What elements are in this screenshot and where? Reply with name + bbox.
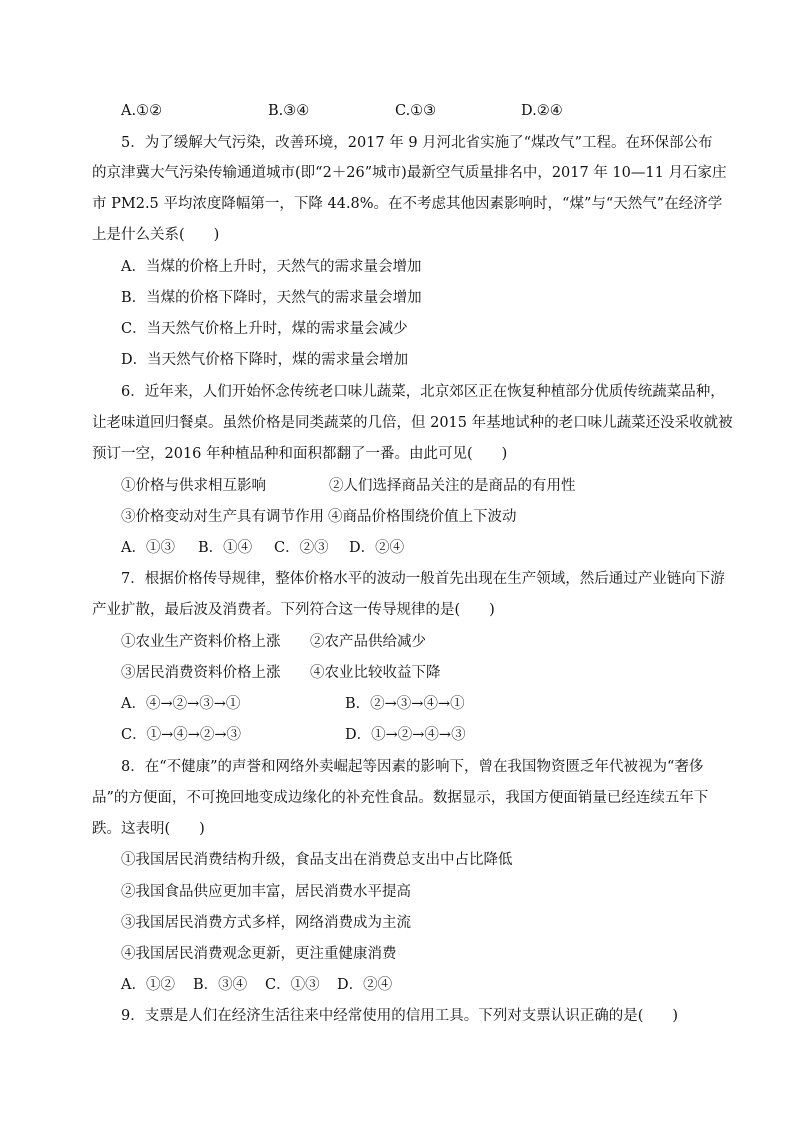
top-option-a: A.①② xyxy=(121,103,163,119)
q8-stem-line: 跌。这表明( ) xyxy=(92,821,205,837)
q7-option-b: B．②→③→④→① xyxy=(345,696,465,712)
q5-option-a: A．当煤的价格上升时，天然气的需求量会增加 xyxy=(121,259,422,275)
q6-item-4: ④商品价格围绕价值上下波动 xyxy=(328,509,517,525)
q8-stem-line: 8．在“不健康”的声誉和网络外卖崛起等因素的影响下，曾在我国物资匮乏年代被视为“奢侈 xyxy=(121,759,704,775)
q8-item-1: ①我国居民消费结构升级，食品支出在消费总支出中占比降低 xyxy=(121,852,513,868)
q7-stem-line: 产业扩散，最后波及消费者。下列符合这一传导规律的是( ) xyxy=(92,602,495,618)
q5-option-c: C．当天然气价格上升时，煤的需求量会减少 xyxy=(121,321,408,337)
q6-stem-line: 让老味道回归餐桌。虽然价格是同类蔬菜的几倍，但 2015 年基地试种的老口味儿蔬菜还没采收就被 xyxy=(92,415,733,431)
q5-option-b: B．当煤的价格下降时，天然气的需求量会增加 xyxy=(121,290,422,306)
q6-option-b: B．①④ xyxy=(198,540,253,556)
q6-option-a: A．①③ xyxy=(121,540,175,556)
q8-item-2: ②我国食品供应更加丰富，居民消费水平提高 xyxy=(121,884,411,900)
top-option-c: C.①③ xyxy=(395,103,437,119)
q5-stem-line: 的京津冀大气污染传输通道城市(即“2＋26”城市)最新空气质量排名中，2017 年 10—11 月石家庄 xyxy=(92,165,727,181)
q7-item-1: ①农业生产资料价格上涨 xyxy=(121,634,281,650)
q7-option-d: D．①→②→④→③ xyxy=(345,727,466,743)
q5-stem-line: 上是什么关系( ) xyxy=(92,227,220,243)
q7-stem-line: 7．根据价格传导规律，整体价格水平的波动一般首先出现在生产领域，然后通过产业链向下游 xyxy=(121,571,725,587)
q8-stem-line: 品”的方便面，不可挽回地变成边缘化的补充性食品。数据显示，我国方便面销量已经连续五年下 xyxy=(92,790,709,806)
q6-item-3: ③价格变动对生产具有调节作用 xyxy=(121,509,324,525)
q6-option-d: D．②④ xyxy=(349,540,405,556)
q8-option-b: B．③④ xyxy=(193,977,248,993)
top-option-d: D.②④ xyxy=(521,103,563,119)
q5-stem-line: 市 PM2.5 平均浓度降幅第一，下降 44.8%。在不考虑其他因素影响时，“煤”与“天然气”在经济学 xyxy=(92,196,723,212)
q7-option-a: A．④→②→③→① xyxy=(121,696,241,712)
q6-option-c: C．②③ xyxy=(274,540,329,556)
q8-option-c: C．①③ xyxy=(265,977,320,993)
q5-option-d: D．当天然气价格下降时，煤的需求量会增加 xyxy=(121,352,409,368)
q7-item-2: ②农产品供给减少 xyxy=(310,634,426,650)
q8-item-3: ③我国居民消费方式多样，网络消费成为主流 xyxy=(121,915,411,931)
q6-item-1: ①价格与供求相互影响 xyxy=(121,478,266,494)
q8-option-d: D．②④ xyxy=(337,977,393,993)
q8-item-4: ④我国居民消费观念更新，更注重健康消费 xyxy=(121,946,397,962)
q6-stem-line: 预订一空，2016 年种植品种和面积都翻了一番。由此可见( ) xyxy=(92,446,508,462)
q5-stem-line: 5．为了缓解大气污染，改善环境，2017 年 9 月河北省实施了“煤改气”工程。在环保部公布 xyxy=(121,135,713,151)
q6-stem-line: 6．近年来，人们开始怀念传统老口味儿蔬菜，北京郊区正在恢复种植部分优质传统蔬菜品种， xyxy=(121,384,725,400)
q7-item-3: ③居民消费资料价格上涨 xyxy=(121,665,281,681)
top-option-b: B.③④ xyxy=(268,103,310,119)
q7-option-c: C．①→④→②→③ xyxy=(121,727,242,743)
q7-item-4: ④农业比较收益下降 xyxy=(310,665,441,681)
q9-stem-line: 9．支票是人们在经济生活往来中经常使用的信用工具。下列对支票认识正确的是( ) xyxy=(121,1008,679,1024)
q8-option-a: A．①② xyxy=(121,977,175,993)
q6-item-2: ②人们选择商品关注的是商品的有用性 xyxy=(329,478,576,494)
